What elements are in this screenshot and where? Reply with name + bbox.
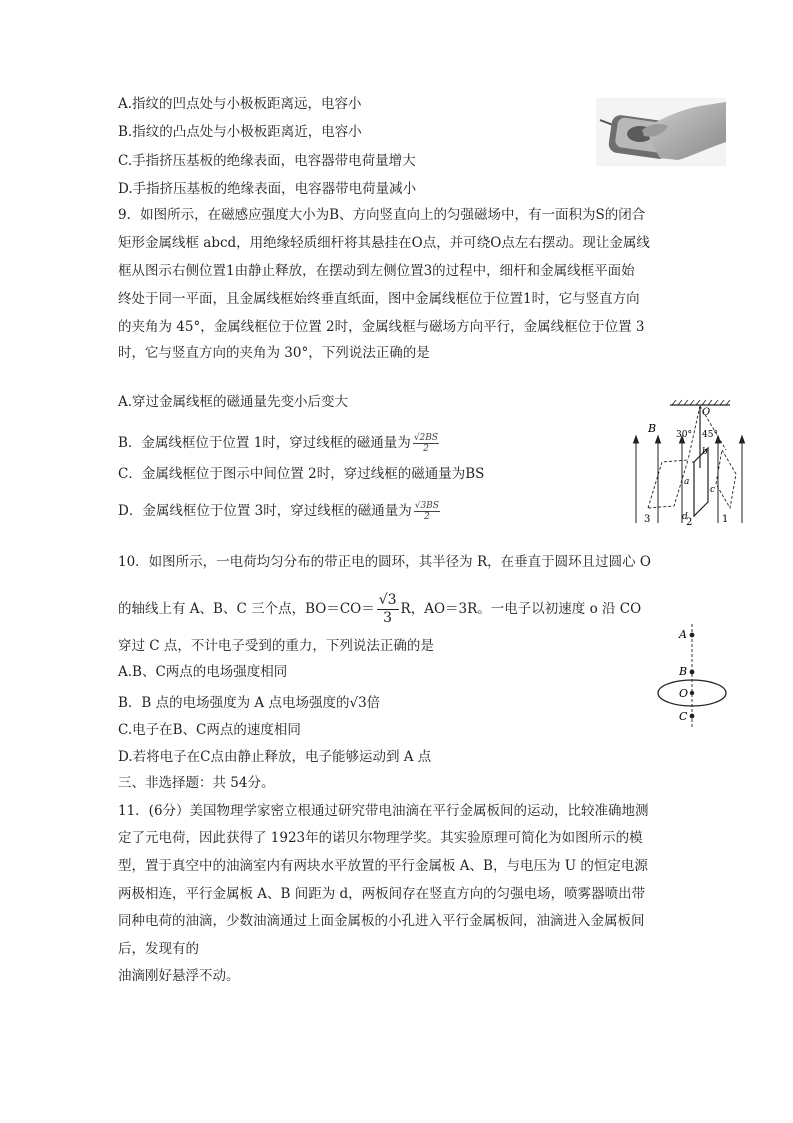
- q10-figure-c: C: [679, 710, 688, 723]
- q9-option-b-fraction: [413, 433, 439, 454]
- q9-option-b-text: B．金属线框位于位置 1时，穿过线框的磁通量为: [118, 435, 411, 451]
- q11-line-2: 定了元电荷，因此获得了 1923年的诺贝尔物理学奖。其实验原理可简化为如图所示的模: [118, 830, 643, 846]
- q9-option-b: [118, 433, 439, 454]
- q10-option-b-text: B．B 点的电场强度为 A 点电场强度的: [118, 695, 350, 711]
- q10-option-c: C.电子在B、C两点的速度相同: [118, 722, 301, 738]
- q10-option-b: [118, 693, 380, 713]
- section-3-heading: 三、非选择题：共 54分。: [118, 775, 275, 791]
- q9-option-b-denominator: 2: [423, 444, 429, 454]
- q10-ring-figure: [652, 620, 752, 732]
- q10-option-d: D.若将电子在C点由静止释放，电子能够运动到 A 点: [118, 749, 432, 765]
- q9-figure-position-2: 2: [686, 517, 693, 528]
- q9-magnetic-field-figure: [626, 398, 748, 528]
- q10-stem-line-3: 穿过 C 点，不计电子受到的重力，下列说法正确的是: [118, 638, 434, 654]
- q10-sqrt3-over-3: [377, 592, 399, 627]
- q9-option-d-text: D．金属线框位于位置 3时，穿过线框的磁通量为: [118, 503, 412, 519]
- fingerprint-sensor-photo: [596, 98, 726, 166]
- q10-stem-line-2-end: R，AO＝3R。一电子以初速度 o 沿 CO: [400, 601, 642, 617]
- q9-figure-position-3: 3: [644, 514, 651, 525]
- q11-line-7: 油滴刚好悬浮不动。: [118, 968, 240, 984]
- q9-option-d: [118, 501, 440, 522]
- q9-stem-line-1: 9．如图所示，在磁感应强度大小为B、方向竖直向上的匀强磁场中，有一面积为S的闭合: [118, 207, 646, 223]
- q10-fraction-numerator: √3: [378, 592, 397, 608]
- q11-line-1: 11．(6分）美国物理学家密立根通过研究带电油滴在平行金属板间的运动，比较准确地测: [118, 803, 649, 819]
- q8-option-c: C.手指挤压基板的绝缘表面，电容器带电荷量增大: [118, 153, 416, 169]
- q10-stem-line-2-start: 的轴线上有 A、B、C 三个点，BO＝CO＝: [118, 601, 375, 617]
- q9-stem-line-3: 框从图示右侧位置1由静止释放，在摆动到左侧位置3的过程中，细杆和金属线框平面始: [118, 263, 635, 279]
- q10-option-b-sqrt: √3: [349, 695, 367, 711]
- q10-figure-a: A: [679, 628, 687, 641]
- q9-figure-angle-45: 45°: [702, 430, 718, 440]
- q9-figure-d: d: [682, 512, 688, 522]
- q9-option-a: A.穿过金属线框的磁通量先变小后变大: [118, 394, 349, 410]
- q8-option-b: B.指纹的凸点处与小极板距离近，电容小: [118, 124, 362, 140]
- q11-line-4: 两极相连，平行金属板 A、B 间距为 d，两板间存在竖直方向的匀强电场，喷雾器喷出带: [118, 886, 646, 902]
- q10-figure-b: B: [679, 665, 688, 678]
- q11-line-6: 后，发现有的: [118, 941, 199, 957]
- q9-option-b-numerator: √2BS: [413, 433, 439, 443]
- q9-option-c: C．金属线框位于图示中间位置 2时，穿过线框的磁通量为BS: [118, 466, 485, 482]
- q8-option-a: A.指纹的凹点处与小极板距离远，电容小: [118, 96, 362, 112]
- q9-figure-b-label: B: [648, 422, 657, 435]
- q9-figure-c: c: [710, 485, 716, 495]
- q11-line-5: 同种电荷的油滴，少数油滴通过上面金属板的小孔进入平行金属板间，油滴进入金属板间: [118, 913, 645, 929]
- q11-line-3: 型，置于真空中的油滴室内有两块水平放置的平行金属板 A、B，与电压为 U 的恒定电源: [118, 858, 648, 874]
- q10-fraction-denominator: 3: [383, 610, 393, 626]
- q9-figure-b: b: [702, 447, 708, 457]
- q9-figure-angle-30: 30°: [676, 430, 692, 440]
- q9-figure-o-label: O: [702, 407, 711, 418]
- q10-option-b-end: 倍: [366, 695, 381, 711]
- q9-figure-position-1: 1: [722, 514, 729, 525]
- q10-figure-o: O: [679, 687, 689, 700]
- q9-stem-line-5: 的夹角为 45°，金属线框位于位置 2时，金属线框与磁场方向平行，金属线框位于位置 3: [118, 319, 645, 335]
- q9-stem-line-4: 终处于同一平面，且金属线框始终垂直纸面，图中金属线框位于位置1时，它与竖直方向: [118, 291, 640, 307]
- q10-stem-line-1: 10．如图所示，一电荷均匀分布的带正电的圆环，其半径为 R，在垂直于圆环且过圆心 O: [118, 554, 651, 570]
- q10-option-a: A.B、C两点的电场强度相同: [118, 664, 288, 680]
- q8-option-d: D.手指挤压基板的绝缘表面，电容器带电荷量减小: [118, 181, 417, 197]
- q10-stem-line-2: [118, 592, 641, 627]
- q9-option-d-denominator: 2: [423, 512, 430, 522]
- q9-option-d-numerator: √3BS: [414, 501, 439, 511]
- q9-stem-line-2: 矩形金属线框 abcd，用绝缘轻质细杆将其悬挂在O点，并可绕O点左右摆动。现让金属线: [118, 235, 650, 251]
- q9-option-d-fraction: [414, 501, 440, 522]
- q9-figure-a: a: [684, 477, 690, 487]
- q9-stem-line-6: 时，它与竖直方向的夹角为 30°，下列说法正确的是: [118, 345, 430, 361]
